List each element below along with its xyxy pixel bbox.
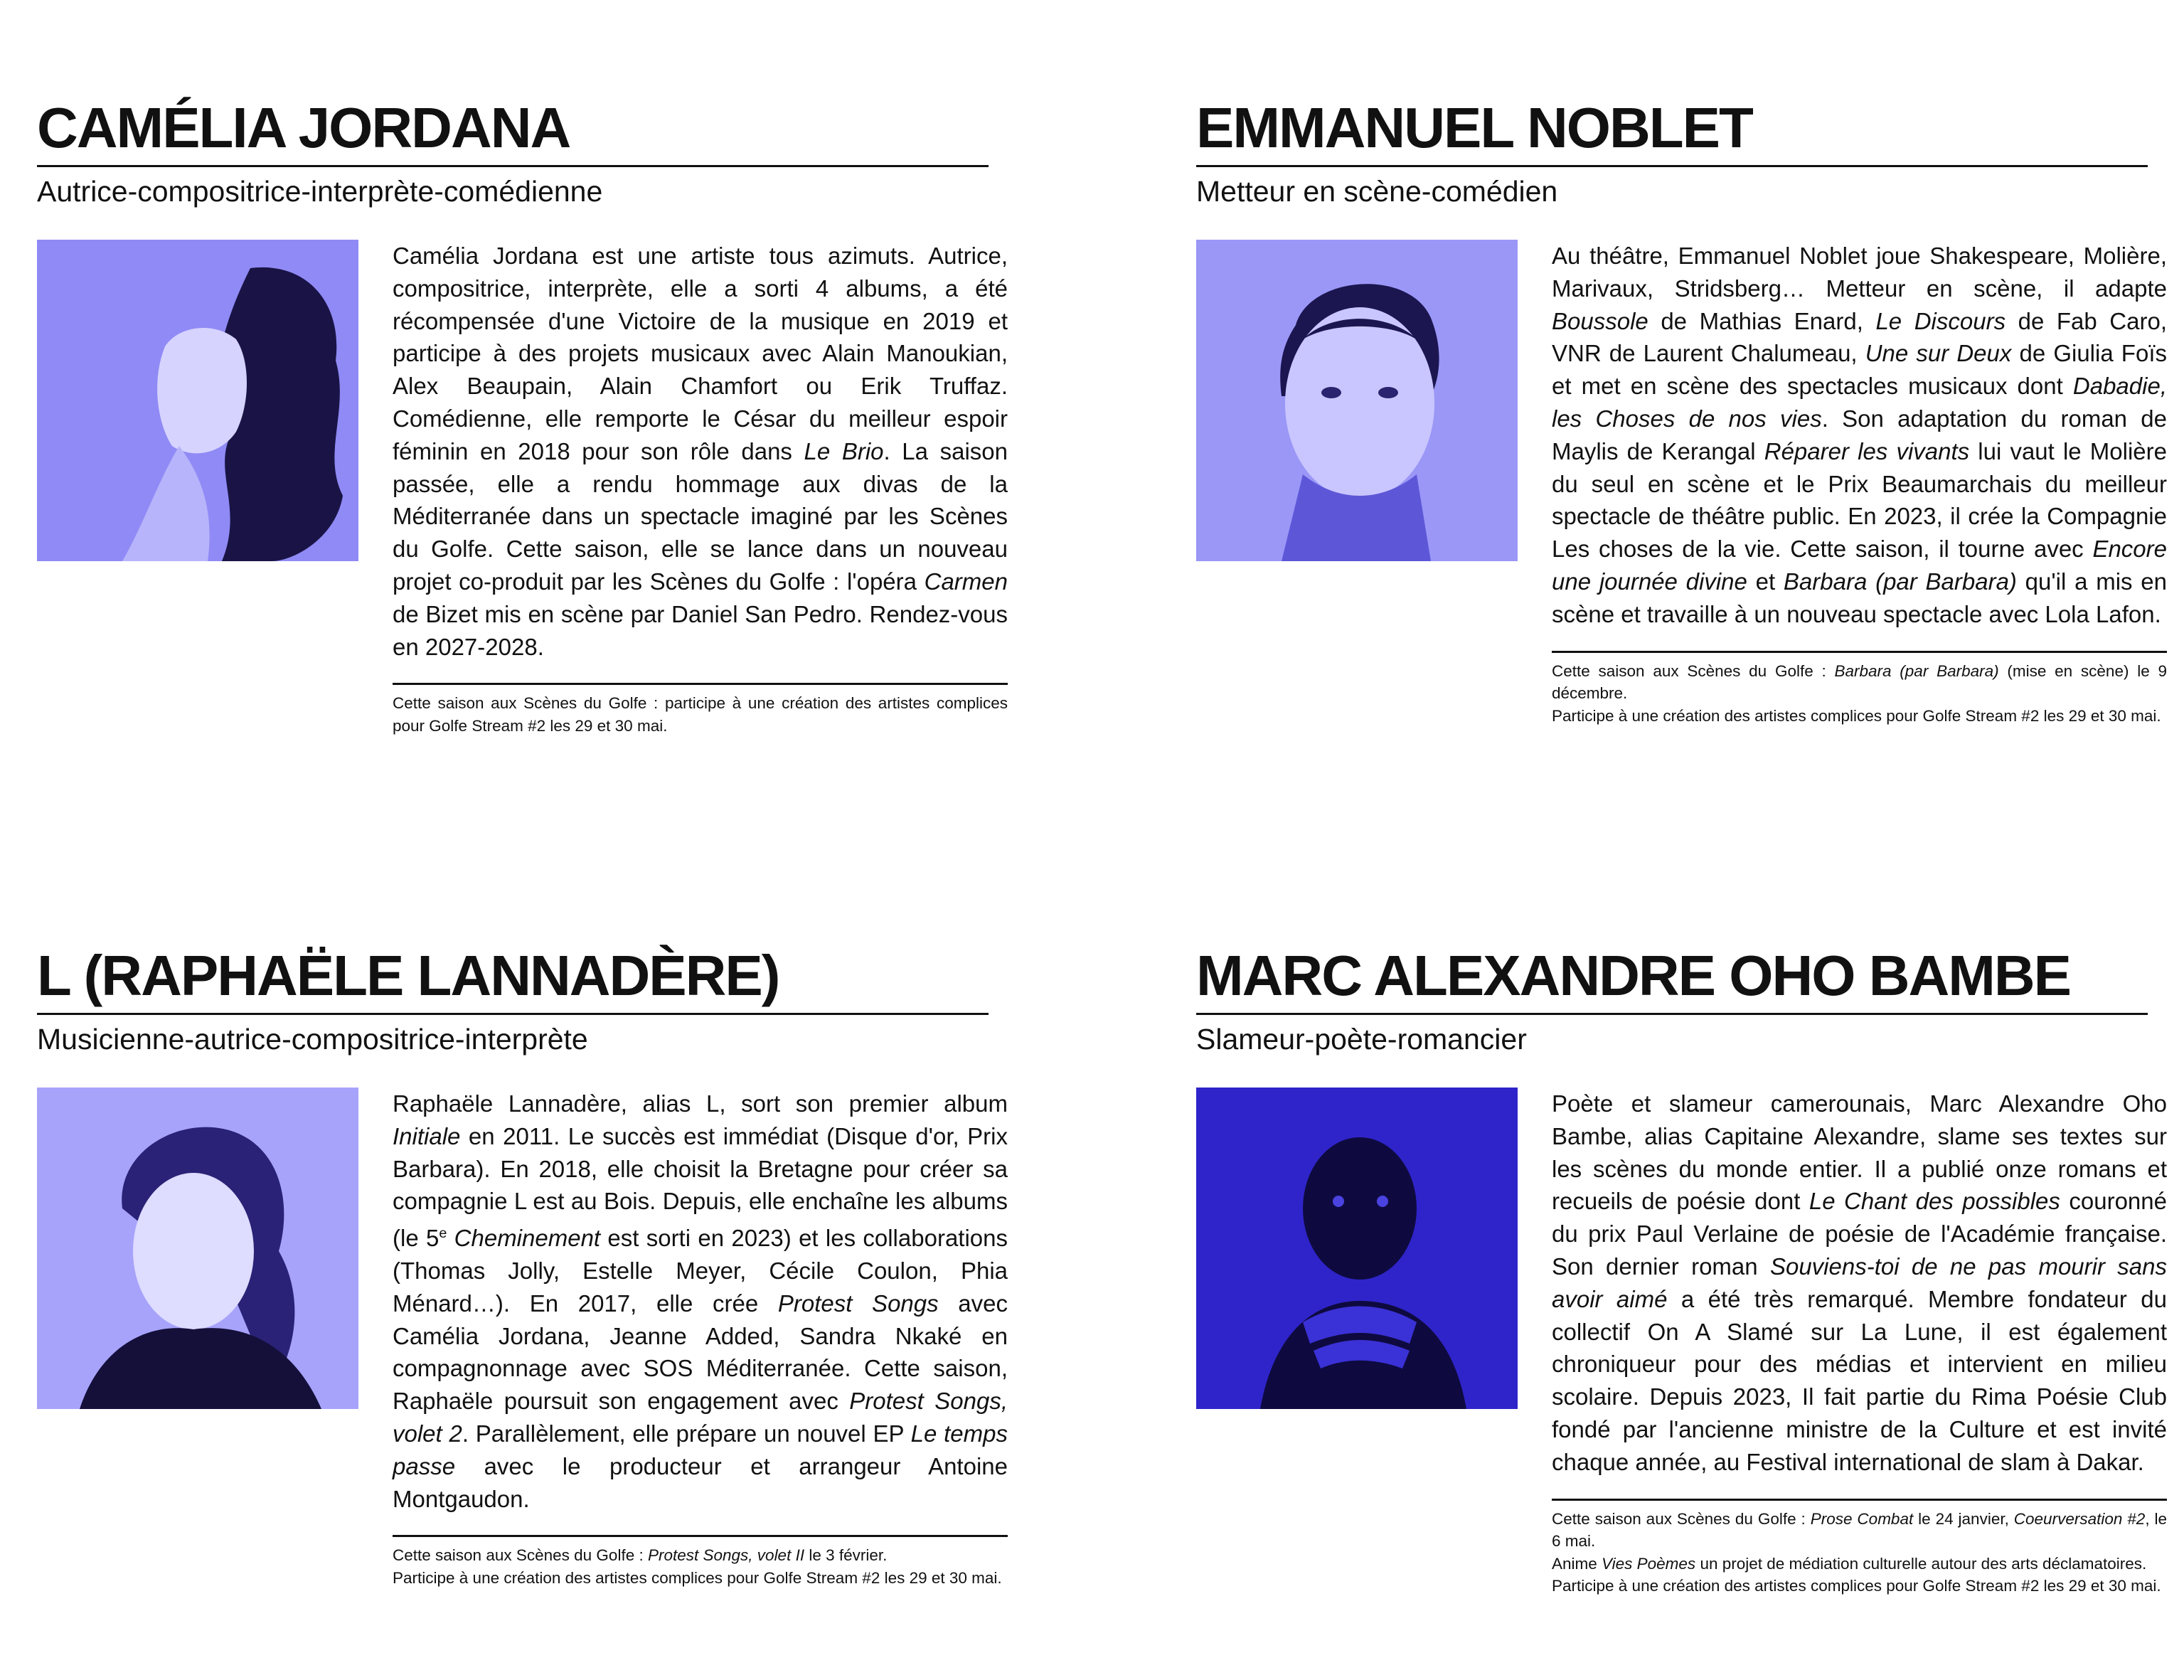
artist-card xyxy=(1196,96,2168,725)
divider xyxy=(1196,165,2148,167)
season-note: Cette saison aux Scènes du Golfe : Prose Combat le 24 janvier, Coeurversation #2, le 6 mai. Anime Vies Poèmes un projet de médiation culturelle autour des arts déclamatoires. Participe à une création des artistes complices pour Golfe Stream #2 les 29 et 30 mai. xyxy=(1552,1509,2168,1595)
divider xyxy=(1552,651,2167,653)
divider xyxy=(1196,1013,2148,1015)
artist-name: EMMANUEL NOBLET xyxy=(1196,96,1752,159)
artist-name: CAMÉLIA JORDANA xyxy=(37,96,570,159)
season-note: Cette saison aux Scènes du Golfe : Protest Songs, volet II le 3 février. Participe à une création des artistes complices pour Golfe Stream #2 les 29 et 30 mai. xyxy=(393,1546,1002,1587)
artist-card xyxy=(1196,944,2168,1595)
divider xyxy=(1552,1499,2167,1501)
portrait-camelia-jordana-icon xyxy=(37,240,358,561)
artist-bio: Raphaële Lannadère, alias L, sort son premier album Initiale en 2011. Le succès est immédiat (Disque d'or, Prix Barbara). En 2018, elle choisit la Bretagne pour créer sa compagnie L est au Bois. Depuis, elle enchaîne les albums (le 5e Cheminement est sorti en 2023) et les collaborations (Thomas Jolly, Estelle Meyer, Cécile Coulon, Phia Ménard…). En 2017, elle crée Protest Songs avec Camélia Jordana, Jeanne Added, Sandra Nkaké en compagnonnage avec SOS Méditerranée. Cette saison, Raphaële poursuit son engagement avec Protest Songs, volet 2. Parallèlement, elle prépare un nouvel EP Le temps passe avec le producteur et arrangeur Antoine Montgaudon. xyxy=(393,1090,1008,1512)
artist-bio: Camélia Jordana est une artiste tous azimuts. Autrice, compositrice, interprète, elle a sorti 4 albums, a été récompensée d'une Victoire de la musique en 2019 et participe à des projets musicaux avec Alain Manoukian, Alex Beaupain, Alain Chamfort ou Erik Truffaz. Comédienne, elle remporte le César du meilleur espoir féminin en 2018 pour son rôle dans Le Brio. La saison passée, elle a rendu hommage aux divas de la Méditerranée dans un spectacle imaginé par les Scènes du Golfe. Cette saison, elle se lance dans un nouveau projet co-produit par les Scènes du Golfe : l'opéra Carmen de Bizet mis en scène par Daniel San Pedro. Rendez-vous en 2027-2028. xyxy=(393,243,1008,660)
artist-bio: Au théâtre, Emmanuel Noblet joue Shakespeare, Molière, Marivaux, Stridsberg… Metteur en scène, il adapte Boussole de Mathias Enard, Le Discours de Fab Caro, VNR de Laurent Chalumeau, Une sur Deux de Giulia Foïs et met en scène des spectacles musicaux dont Dabadie, les Choses de nos vies. Son adaptation du roman de Maylis de Kerangal Réparer les vivants lui vaut le Molière du seul en scène et le Prix Beaumarchais du meilleur spectacle de théâtre public. En 2023, il crée la Compagnie Les choses de la vie. Cette saison, il tourne avec Encore une journée divine et Barbara (par Barbara) qu'il a mis en scène et travaille à un nouveau spectacle avec Lola Lafon. xyxy=(1552,243,2168,627)
artist-card xyxy=(37,96,1008,735)
season-note: Cette saison aux Scènes du Golfe : participe à une création des artistes complices pour Golfe Stream #2 les 29 et 30 mai. xyxy=(393,694,1008,735)
artist-bio: Poète et slameur camerounais, Marc Alexandre Oho Bambe, alias Capitaine Alexandre, slame ses textes sur les scènes du monde entier. Il a publié onze romans et recueils de poésie dont Le Chant des possibles couronné du prix Paul Verlaine de poésie de l'Académie française. Son dernier roman Souviens-toi de ne pas mourir sans avoir aimé a été très remarqué. Membre fondateur du collectif On A Slamé sur La Lune, il est également chroniqueur pour des médias et intervient en milieu scolaire. Depuis 2023, Il fait partie du Rima Poésie Club fondé par l'ancienne ministre de la Culture et est invité chaque année, au Festival international de slam à Dakar. xyxy=(1552,1090,2167,1475)
portrait-marc-alexandre-oho-bambe-icon xyxy=(1196,1088,1518,1409)
divider xyxy=(393,1535,1008,1537)
divider xyxy=(37,165,989,167)
artist-role: Slameur-poète-romancier xyxy=(1196,1023,1527,1056)
artist-name: MARC ALEXANDRE OHO BAMBE xyxy=(1196,944,2071,1007)
artist-role: Autrice-compositrice-interprète-comédienne xyxy=(37,175,603,208)
artist-card xyxy=(37,944,1008,1587)
portrait-emmanuel-noblet-icon xyxy=(1196,240,1518,561)
divider xyxy=(37,1013,989,1015)
portrait-raphaele-lannadere-icon xyxy=(37,1088,358,1409)
divider xyxy=(393,683,1008,685)
artist-name: L (RAPHAËLE LANNADÈRE) xyxy=(37,944,779,1007)
season-note: Cette saison aux Scènes du Golfe : Barbara (par Barbara) (mise en scène) le 9 décembre. Participe à une création des artistes complices pour Golfe Stream #2 les 29 et 30 mai. xyxy=(1552,661,2167,725)
artist-role: Musicienne-autrice-compositrice-interprète xyxy=(37,1023,588,1056)
artist-role: Metteur en scène-comédien xyxy=(1196,175,1558,208)
